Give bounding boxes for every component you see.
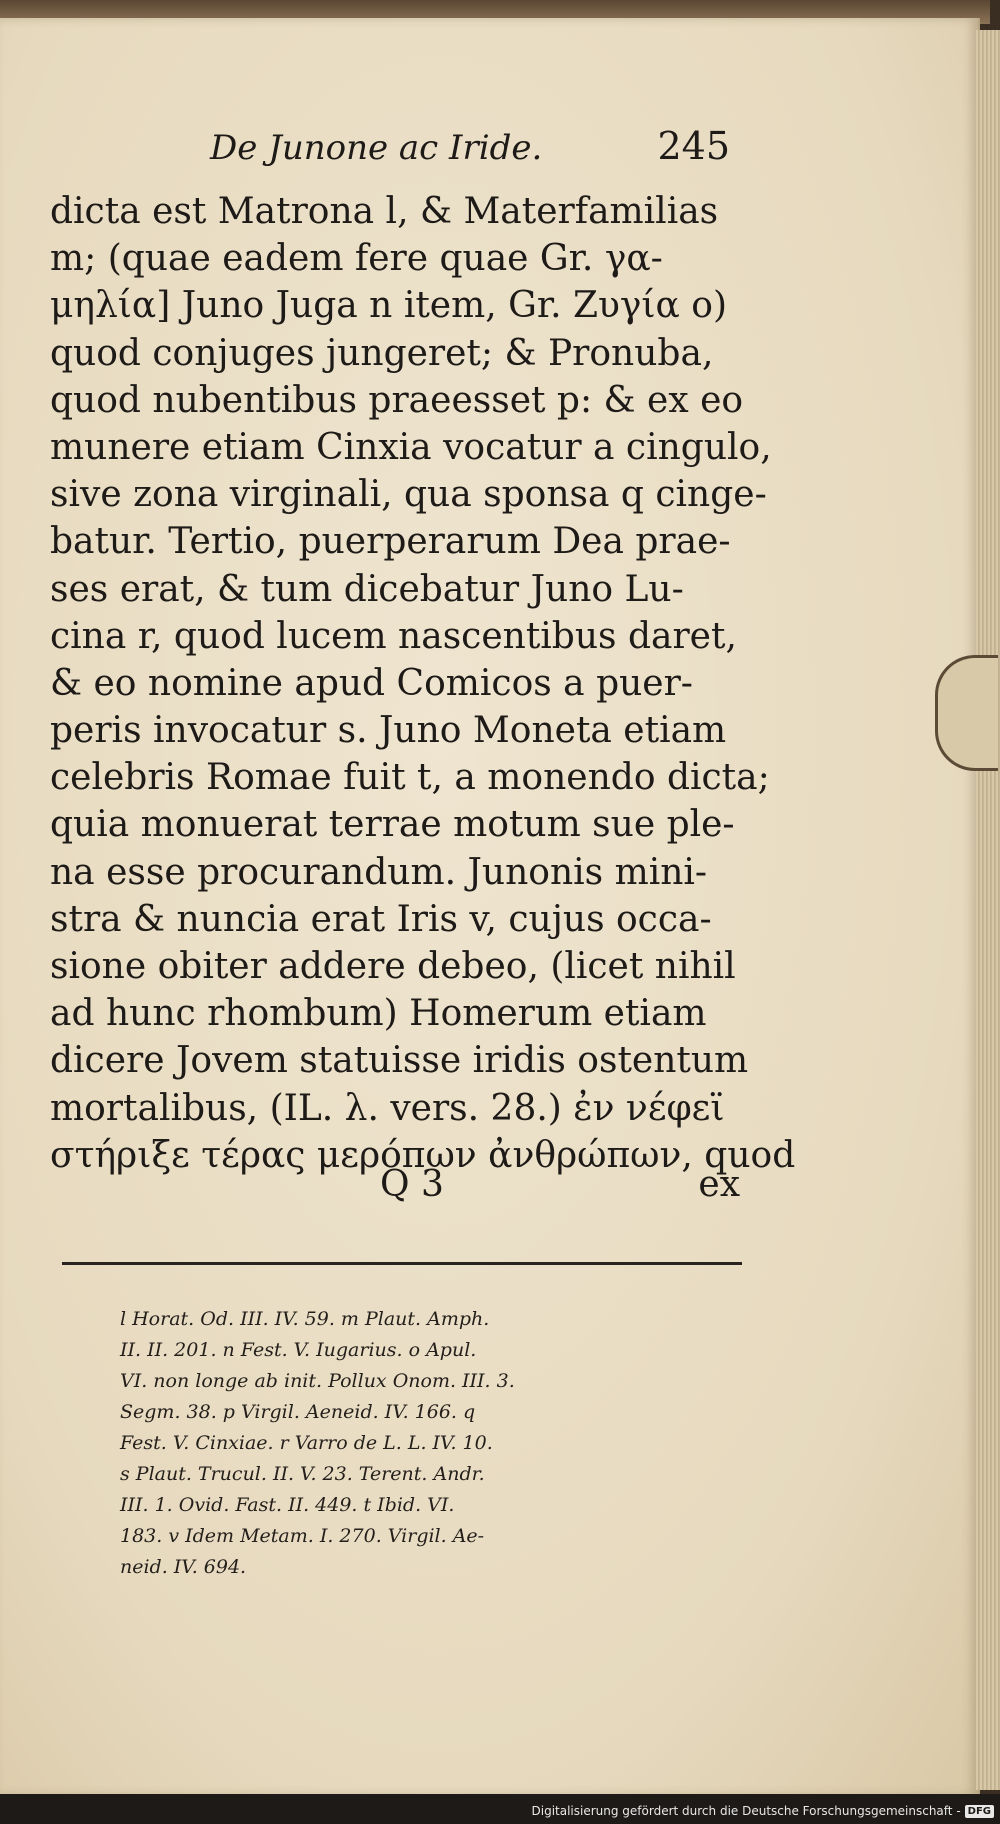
- text-line: cina r, quod lucem nascentibus daret,: [50, 615, 737, 657]
- text-line: stra & nuncia erat Iris v, cujus occa-: [50, 898, 712, 940]
- footnotes: [120, 1304, 745, 1583]
- footnote-line: VI. non longe ab init. Pollux Onom. III. 3.: [120, 1370, 515, 1392]
- text-line: dicere Jovem statuisse iridis ostentum: [50, 1040, 749, 1082]
- footnote-line: s Plaut. Trucul. II. V. 23. Terent. Andr.: [120, 1463, 485, 1485]
- text-line: m; (quae eadem fere quae Gr. γα-: [50, 238, 663, 280]
- text-line: ses erat, & tum dicebatur Juno Lu-: [50, 568, 684, 610]
- text-line: μηλία] Juno Juga n item, Gr. Ζυγία o): [50, 285, 728, 327]
- text-line: quod nubentibus praeesset p: & ex eo: [50, 379, 744, 421]
- running-title: De Junone ac Iride.: [210, 128, 543, 168]
- footnote-line: Segm. 38. p Virgil. Aeneid. IV. 166. q: [120, 1401, 476, 1423]
- credit-bar: [0, 1794, 1000, 1824]
- footnote-divider: [62, 1262, 742, 1265]
- text-line: munere etiam Cinxia vocatur a cingulo,: [50, 426, 772, 468]
- page-edge-stack: [976, 30, 1000, 1790]
- footnote-line: l Horat. Od. III. IV. 59. m Plaut. Amph.: [120, 1308, 490, 1330]
- text-line: dicta est Matrona l, & Materfamilias: [50, 191, 719, 232]
- running-header: [210, 124, 730, 178]
- catchword: ex: [698, 1164, 740, 1205]
- text-line: batur. Tertio, puerperarum Dea prae-: [50, 521, 731, 563]
- text-line: ad hunc rhombum) Homerum etiam: [50, 993, 707, 1035]
- text-line: celebris Romae fuit t, a monendo dicta;: [50, 757, 770, 799]
- dfg-logo: DFG: [965, 1805, 994, 1818]
- main-text: [50, 188, 796, 1179]
- text-line: sione obiter addere debeo, (licet nihil: [50, 946, 736, 987]
- text-line: στήριξε τέρας μερόπων ἀνθρώπων, quod: [50, 1134, 796, 1176]
- text-line: quod conjuges jungeret; & Pronuba,: [50, 332, 714, 374]
- footnote-line: II. II. 201. n Fest. V. Iugarius. o Apul.: [120, 1339, 477, 1361]
- footnote-line: neid. IV. 694.: [120, 1556, 247, 1578]
- digitization-credit: [532, 1804, 995, 1818]
- text-line: sive zona virginali, qua sponsa q cinge-: [50, 474, 767, 516]
- footnote-line: 183. v Idem Metam. I. 270. Virgil. Ae-: [120, 1525, 485, 1547]
- signature-row: [50, 1164, 740, 1214]
- footnote-line: III. 1. Ovid. Fast. II. 449. t Ibid. VI.: [120, 1494, 455, 1516]
- signature-mark: Q 3: [380, 1164, 444, 1205]
- text-line: na esse procurandum. Junonis mini-: [50, 851, 708, 893]
- text-line: peris invocatur s. Juno Moneta etiam: [50, 710, 727, 752]
- credit-text: Digitalisierung gefördert durch die Deutsche Forschungsgemeinschaft -: [531, 1804, 961, 1818]
- footnote-line: Fest. V. Cinxiae. r Varro de L. L. IV. 10.: [120, 1432, 493, 1454]
- text-line: mortalibus, (IL. λ. vers. 28.) ἐν νέφεϊ: [50, 1087, 725, 1129]
- text-line: quia monuerat terrae motum sue ple-: [50, 804, 735, 846]
- text-line: & eo nomine apud Comicos a puer-: [50, 662, 693, 704]
- bookmark-tab: [935, 655, 998, 771]
- page-number: 245: [657, 124, 730, 168]
